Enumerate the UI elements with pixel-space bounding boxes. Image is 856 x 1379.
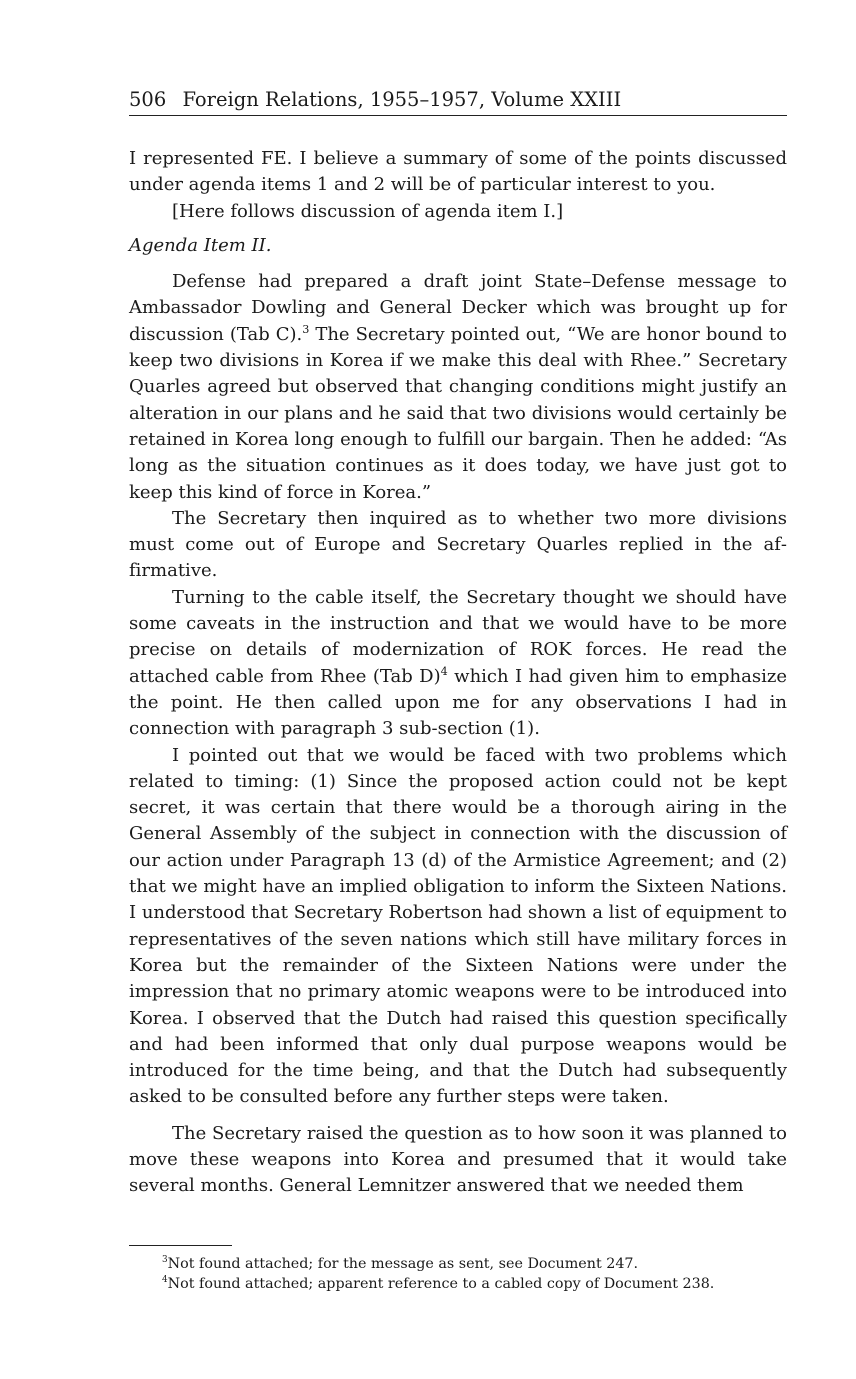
paragraph: The Secretary raised the question as to how soon it was planned to move these weapons into Korea and presumed that it would take several months. General Lemnitzer answered that we needed them (129, 1122, 787, 1197)
volume-title: Foreign Relations, 1955–1957, Volume XXIII (182, 88, 622, 111)
paragraph-text: Defense had prepared a draft joint State–Defense message to Ambassador Dowling and General Decker which was brought up for discussion (Tab C). (129, 271, 787, 345)
footnote-ref: 4 (440, 664, 448, 678)
footnote-text: Not found attached; for the message as sent, see Document 247. (167, 1256, 639, 1272)
running-head (129, 88, 787, 116)
paragraph-text: Turning to the cable itself, the Secretary thought we should have some caveats in the instruction and that we would have to be more precise on details of modernization of ROK forces. He read the attached cable from Rhee (Tab D) (129, 586, 787, 687)
paragraph: I pointed out that we would be faced with two problems which related to timing: (1) Since the proposed action could not be kept secret, it was certain that there would be a thorough airing in the General Assembly of the subject in connection with the discussion of our action under Paragraph 13 (d) of the Armistice Agreement; and (2) that we might have an implied obligation to inform the Sixteen Nations. I understood that Secretary Robertson had shown a list of equipment to representatives of the seven nations which still have military forces in Korea but the remainder of the Sixteen Nations were under the impression that no primary atomic weapons were to be introduced into Korea. I observed that the Dutch had raised this question specifically and had been informed that only dual purpose weapons would be introduced for the time being, and that the Dutch had subsequently asked to be consulted before any further steps were taken. (129, 744, 787, 1108)
footnote-rule (129, 1245, 232, 1246)
paragraph: The Secretary then inquired as to whether two more divisions must come out of Europe and Secretary Quarles replied in the affirmative. (129, 507, 787, 582)
footnote (129, 1274, 787, 1294)
page (129, 88, 787, 1200)
footnotes (129, 1245, 787, 1294)
editorial-note: [Here follows discussion of agenda item I.] (172, 200, 564, 222)
section-heading: Agenda Item II. (129, 234, 272, 256)
footnote-marker: 3 (162, 1255, 168, 1266)
paragraph: I represented FE. I believe a summary of some of the points discussed under agenda items 1 and 2 will be of particular interest to you. (129, 148, 787, 196)
paragraph-text: The Secretary pointed out, “We are honor bound to keep two divisions in Korea if we make this deal with Rhee.” Secretary Quarles agreed but observed that changing conditions might justify an alteration in our plans and he said that two divisions would certainly be retained in Korea long enough to fulfill our bargain. Then he added: “As long as the situation continues as it does today, we have just got to keep this kind of force in Korea.” (129, 323, 787, 503)
page-number: 506 (129, 88, 167, 111)
footnote (129, 1254, 787, 1274)
footnote-ref: 3 (302, 322, 310, 336)
document-body (129, 146, 787, 1200)
paragraph-text: which I had given him to emphasize the point. He then called upon me for any observations I had in connection with paragraph 3 sub-section (1). (129, 665, 787, 740)
footnote-marker: 4 (162, 1275, 168, 1286)
footnote-text: Not found attached; apparent reference to a cabled copy of Document 238. (167, 1276, 715, 1292)
paragraph (129, 585, 787, 743)
paragraph (129, 269, 787, 506)
